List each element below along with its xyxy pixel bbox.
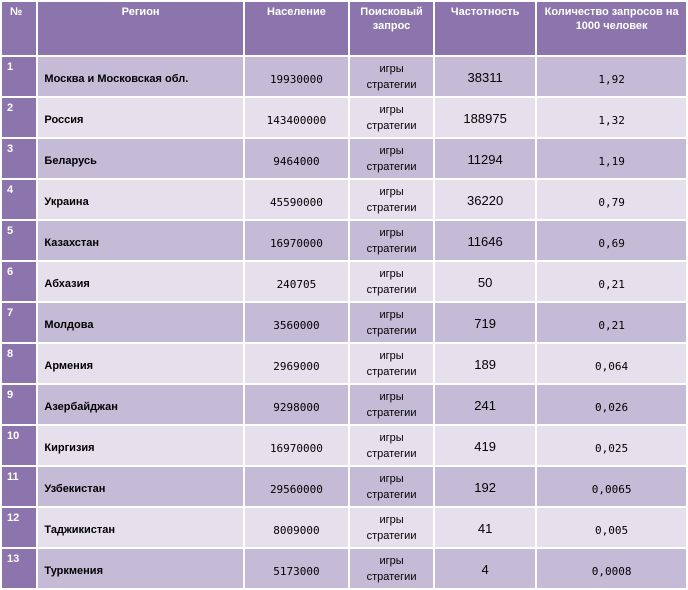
table-row: [2, 180, 686, 219]
row-query-line2: стратегии: [366, 365, 417, 378]
row-num: 3: [2, 139, 36, 178]
row-query-line1: игры: [379, 349, 404, 362]
row-per-1000: 0,026: [537, 385, 686, 424]
row-num: 9: [2, 385, 36, 424]
row-frequency: 419: [435, 426, 535, 465]
row-region: Абхазия: [38, 262, 242, 301]
row-query-line1: игры: [379, 308, 404, 321]
row-num: 7: [2, 303, 36, 342]
row-per-1000: 1,92: [537, 57, 686, 96]
row-query-line2: стратегии: [366, 160, 417, 173]
row-population: 16970000: [245, 426, 348, 465]
table-row: [2, 385, 686, 424]
table-row: [2, 303, 686, 342]
row-region: Москва и Московская обл.: [38, 57, 242, 96]
row-frequency: 38311: [435, 57, 535, 96]
row-per-1000: 0,064: [537, 344, 686, 383]
header-population: Население: [245, 2, 348, 55]
table-row: [2, 467, 686, 506]
row-query-line2: стратегии: [366, 201, 417, 214]
row-query-line1: игры: [379, 390, 404, 403]
row-population: 9298000: [245, 385, 348, 424]
row-query-line2: стратегии: [366, 570, 417, 583]
row-query-line1: игры: [379, 62, 404, 75]
table-body: [2, 57, 686, 588]
row-region: Беларусь: [38, 139, 242, 178]
table-row: [2, 98, 686, 137]
header-num: №: [2, 2, 36, 55]
row-per-1000: 0,025: [537, 426, 686, 465]
row-per-1000: 1,32: [537, 98, 686, 137]
row-region: Азербайджан: [38, 385, 242, 424]
row-query-line1: игры: [379, 513, 404, 526]
row-num: 11: [2, 467, 36, 506]
row-per-1000: 0,21: [537, 262, 686, 301]
row-query: [350, 426, 433, 465]
row-num: 12: [2, 508, 36, 547]
row-population: 240705: [245, 262, 348, 301]
row-query-line1: игры: [379, 226, 404, 239]
row-num: 8: [2, 344, 36, 383]
row-num: 10: [2, 426, 36, 465]
row-frequency: 192: [435, 467, 535, 506]
row-query-line2: стратегии: [366, 78, 417, 91]
row-query-line1: игры: [379, 554, 404, 567]
row-query: [350, 467, 433, 506]
row-frequency: 50: [435, 262, 535, 301]
table-row: [2, 508, 686, 547]
row-per-1000: 1,19: [537, 139, 686, 178]
row-region: Украина: [38, 180, 242, 219]
row-query-line2: стратегии: [366, 529, 417, 542]
row-query-line1: игры: [379, 472, 404, 485]
table-row: [2, 139, 686, 178]
row-query: [350, 221, 433, 260]
row-query: [350, 180, 433, 219]
row-num: 5: [2, 221, 36, 260]
row-query-line1: игры: [379, 103, 404, 116]
row-num: 13: [2, 549, 36, 588]
table-row: [2, 221, 686, 260]
row-num: 2: [2, 98, 36, 137]
row-query-line1: игры: [379, 144, 404, 157]
row-frequency: 11646: [435, 221, 535, 260]
header-query: Поисковый запрос: [350, 2, 433, 55]
row-population: 3560000: [245, 303, 348, 342]
table-row: [2, 426, 686, 465]
row-population: 8009000: [245, 508, 348, 547]
row-per-1000: 0,79: [537, 180, 686, 219]
row-query: [350, 98, 433, 137]
row-per-1000: 0,0008: [537, 549, 686, 588]
row-region: Узбекистан: [38, 467, 242, 506]
row-query: [350, 303, 433, 342]
row-query-line2: стратегии: [366, 488, 417, 501]
header-region: Регион: [38, 2, 242, 55]
row-query-line1: игры: [379, 431, 404, 444]
table-row: [2, 262, 686, 301]
row-population: 143400000: [245, 98, 348, 137]
table-row: [2, 344, 686, 383]
header-per-1000: Количество запросов на 1000 человек: [537, 2, 686, 55]
row-num: 6: [2, 262, 36, 301]
row-query: [350, 508, 433, 547]
row-population: 45590000: [245, 180, 348, 219]
row-frequency: 11294: [435, 139, 535, 178]
row-region: Казахстан: [38, 221, 242, 260]
row-population: 19930000: [245, 57, 348, 96]
row-population: 5173000: [245, 549, 348, 588]
row-query-line2: стратегии: [366, 447, 417, 460]
row-query-line1: игры: [379, 185, 404, 198]
header-frequency: Частотность: [435, 2, 535, 55]
row-per-1000: 0,005: [537, 508, 686, 547]
row-frequency: 36220: [435, 180, 535, 219]
row-frequency: 41: [435, 508, 535, 547]
row-per-1000: 0,69: [537, 221, 686, 260]
row-region: Таджикистан: [38, 508, 242, 547]
row-query-line2: стратегии: [366, 242, 417, 255]
row-frequency: 189: [435, 344, 535, 383]
row-per-1000: 0,0065: [537, 467, 686, 506]
row-query-line2: стратегии: [366, 406, 417, 419]
row-frequency: 4: [435, 549, 535, 588]
row-region: Молдова: [38, 303, 242, 342]
row-query: [350, 344, 433, 383]
row-query: [350, 139, 433, 178]
row-query-line2: стратегии: [366, 283, 417, 296]
row-population: 2969000: [245, 344, 348, 383]
row-region: Киргизия: [38, 426, 242, 465]
row-query: [350, 57, 433, 96]
table-row: [2, 57, 686, 96]
row-query-line2: стратегии: [366, 119, 417, 132]
row-query: [350, 385, 433, 424]
row-frequency: 241: [435, 385, 535, 424]
row-query: [350, 262, 433, 301]
row-frequency: 719: [435, 303, 535, 342]
row-region: Туркмения: [38, 549, 242, 588]
row-population: 16970000: [245, 221, 348, 260]
row-region: Армения: [38, 344, 242, 383]
row-num: 1: [2, 57, 36, 96]
row-region: Россия: [38, 98, 242, 137]
row-query-line1: игры: [379, 267, 404, 280]
row-query-line2: стратегии: [366, 324, 417, 337]
row-population: 9464000: [245, 139, 348, 178]
row-population: 29560000: [245, 467, 348, 506]
table-header-row: [2, 2, 686, 55]
row-per-1000: 0,21: [537, 303, 686, 342]
row-num: 4: [2, 180, 36, 219]
row-frequency: 188975: [435, 98, 535, 137]
